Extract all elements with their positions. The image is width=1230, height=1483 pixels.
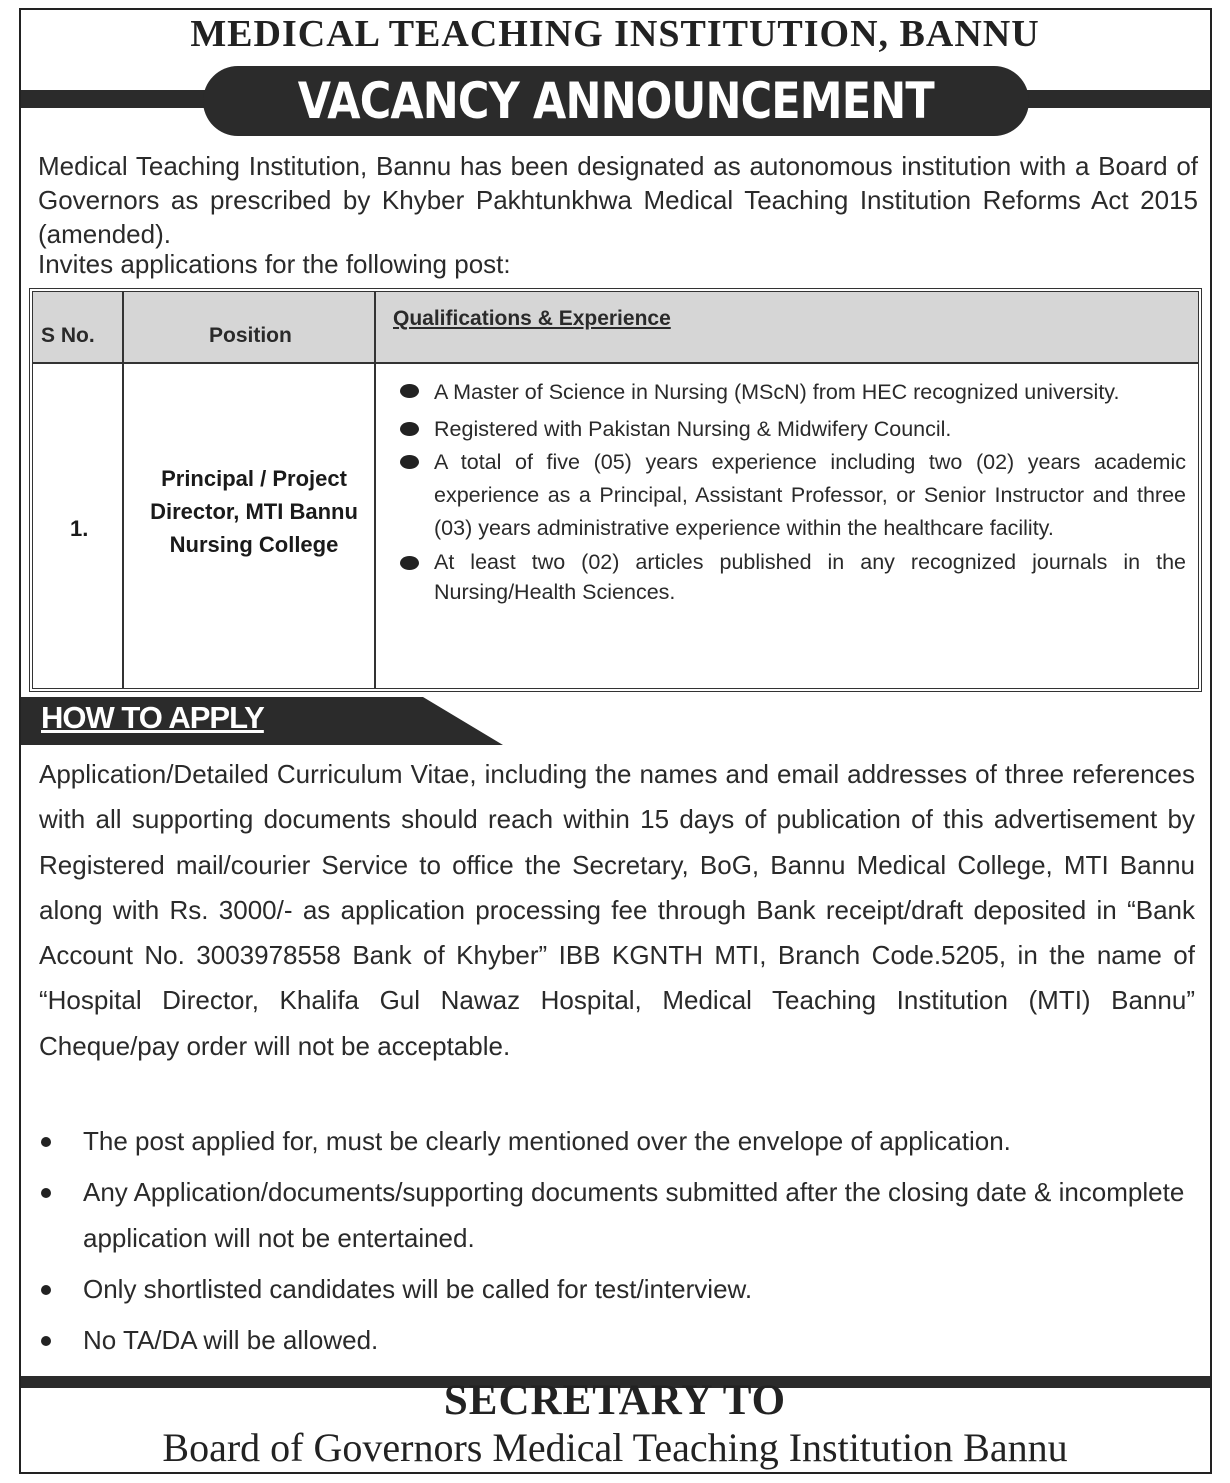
banner-title: VACANCY ANNOUNCEMENT (297, 72, 935, 130)
column-divider (122, 292, 124, 688)
institution-title: MEDICAL TEACHING INSTITUTION, BANNU (190, 13, 1040, 55)
header-position: Position (209, 324, 292, 347)
bullet-icon (400, 455, 419, 469)
bullet-icon (41, 1285, 51, 1295)
intro-paragraph: Medical Teaching Institution, Bannu has been designated as autonomous institution with a Board of Governors as prescribed by Khyber Pakhtunkhwa Medical Teaching Institution Reforms Act 2015 (amended). (38, 151, 1198, 249)
list-item: A Master of Science in Nursing (MScN) from HEC recognized university. (396, 372, 1186, 413)
table-row-position: Principal / Project Director, MTI Bannu Nursing College (150, 466, 358, 557)
list-item: The post applied for, must be clearly mentioned over the envelope of application. (39, 1118, 1199, 1164)
bullet-icon (41, 1188, 51, 1198)
bullet-icon (400, 422, 419, 436)
bullet-icon (41, 1137, 51, 1147)
intro-invite: Invites applications for the following post: (38, 249, 511, 279)
bullet-icon (41, 1336, 51, 1346)
how-to-apply-title: HOW TO APPLY (41, 700, 264, 735)
header-qualifications: Qualifications & Experience (393, 307, 671, 330)
bullet-icon (400, 384, 419, 398)
vacancy-table (29, 288, 1202, 692)
banner-pill (203, 66, 1029, 136)
footer-subtitle: Board of Governors Medical Teaching Institution Bannu (162, 1425, 1068, 1470)
list-item: Registered with Pakistan Nursing & Midwifery Council. (396, 413, 1186, 446)
bullet-icon (400, 556, 419, 570)
table-row-sno: 1. (70, 516, 89, 541)
footer-title: SECRETARY TO (443, 1377, 787, 1424)
list-item: Only shortlisted candidates will be called for test/interview. (39, 1266, 1199, 1312)
notes-list (39, 1118, 1199, 1368)
list-item: At least two (02) articles published in any recognized journals in the Nursing/Health Sciences. (396, 547, 1186, 607)
list-item: Any Application/documents/supporting documents submitted after the closing date & incomplete application will not be entertained. (39, 1169, 1199, 1261)
intro-text (38, 149, 1198, 281)
how-to-apply-paragraph: Application/Detailed Curriculum Vitae, including the names and email addresses of three references with all supporting documents should reach within 15 days of publication of this advertisement by Registered mail/courier Service to office the Secretary, BoG, Bannu Medical College, MTI Bannu along with Rs. 3000/- as application processing fee through Bank receipt/draft deposited in “Bank Account No. 3003978558 Bank of Khyber” IBB KGNTH MTI, Branch Code.5205, in the name of “Hospital Director, Khalifa Gul Nawaz Hospital, Medical Teaching Institution (MTI) Bannu” Cheque/pay order will not be acceptable. (39, 759, 1195, 1061)
qualifications-list (396, 372, 1186, 607)
header-sno: S No. (41, 324, 95, 347)
list-item: A total of five (05) years experience including two (02) years academic experience as a Principal, Assistant Professor, or Senior Instructor and three (03) years administrative experience within the healthcare facility. (396, 446, 1186, 545)
list-item: No TA/DA will be allowed. (39, 1317, 1199, 1363)
